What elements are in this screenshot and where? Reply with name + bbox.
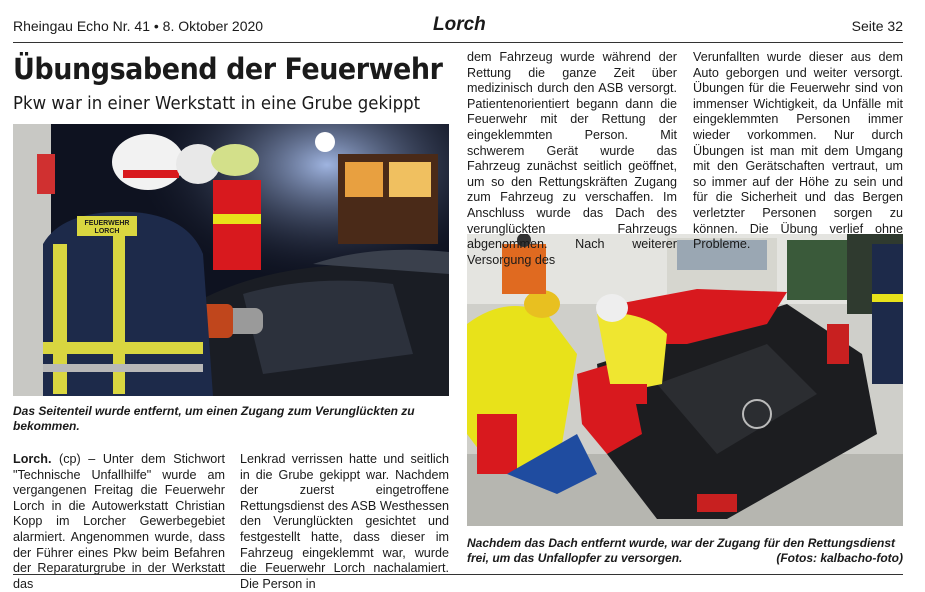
article-headline: Übungsabend der Feuerwehr: [13, 52, 443, 86]
article-column-4: [693, 50, 903, 253]
article-text-4: Verunfallten wurde dieser aus dem Auto geborgen und weiter versorgt. Übungen für die Feuerwehr sind von immenser Wichtigkeit, da Unfälle mit eingeklemmten Personen immer wieder vorkommen. Nur durch Übungen ist man mit dem Umgang mit den Gerätschaften vertraut, um so immer auf der Höhe zu sein und für die Sicherheit und das Bergen verletzter Personen sorgen zu können. Die Übung verlief ohne Probleme.: [693, 50, 903, 252]
issue-info: Rheingau Echo Nr. 41 • 8. Oktober 2020: [13, 18, 264, 34]
photo-credit: (Fotos: kalbacho-foto): [776, 551, 903, 565]
photo1-caption: Das Seitenteil wurde entfernt, um einen Zugang zum Verunglückten zu bekommen.: [13, 404, 415, 433]
article-text-3: dem Fahrzeug wurde während der Rettung die ganze Zeit über medizinisch durch den ASB versorgt. Patientenorientiert begann dann die Feuerwehr mit der Rettung der eingeklemmten Person. Mit schwerem Gerät wurde das Fahrzeug zunächst seitlich geöffnet, um so den Rettungskräften Zugang zum Fahrzeug zu verschaffen. Im Anschluss wurde das Dach des verunglückten Fahrzeugs abgenommen. Nach weiterer Versorgung des: [467, 50, 677, 267]
photo-overturned-car: [467, 234, 903, 526]
article-text-2: Lenkrad verrissen hatte und seitlich in die Grube gekippt war. Nachdem der zuerst eingetroffene Rettungsdienst des ASB Westhessen den Verunglückten gesichtet und festgestellt hatte, dass dieser im Fahrzeug eingeklemmt war, wurde die Feuerwehr Lorch nachalamiert. Die Person in: [240, 452, 449, 591]
article-column-2: [240, 452, 449, 592]
jacket-label-2: LORCH: [94, 228, 120, 235]
page-number: Seite 32: [851, 18, 903, 34]
bottom-divider: [13, 574, 903, 575]
newspaper-header: [13, 14, 903, 43]
photo2-caption: [467, 536, 903, 566]
article-column-3: [467, 50, 677, 268]
article-text-1: (cp) – Unter dem Stichwort "Technische Unfallhilfe" wurde am vergangenen Freitag die Feuerwehr Lorch in die Autowerkstatt Christian Kopp im Lorcher Gewerbegebiet alarmiert. Angenommen wurde, dass der Führer eines Pkw beim Befahren der Reparaturgrube in der Werkstatt das: [13, 452, 225, 591]
article-dateline: Lorch.: [13, 452, 52, 466]
photo-firefighters-cutting: [13, 124, 449, 396]
section-title: Lorch: [433, 14, 486, 35]
photo2-caption-text: Nachdem das Dach entfernt wurde, war der Zugang für den Rettungsdienst frei, um das Unfallopfer zu versorgen.: [467, 536, 896, 565]
jacket-label: FEUERWEHR: [84, 220, 130, 227]
article-column-1: [13, 452, 225, 592]
article-subheadline: Pkw war in einer Werkstatt in eine Grube gekippt: [13, 93, 421, 114]
